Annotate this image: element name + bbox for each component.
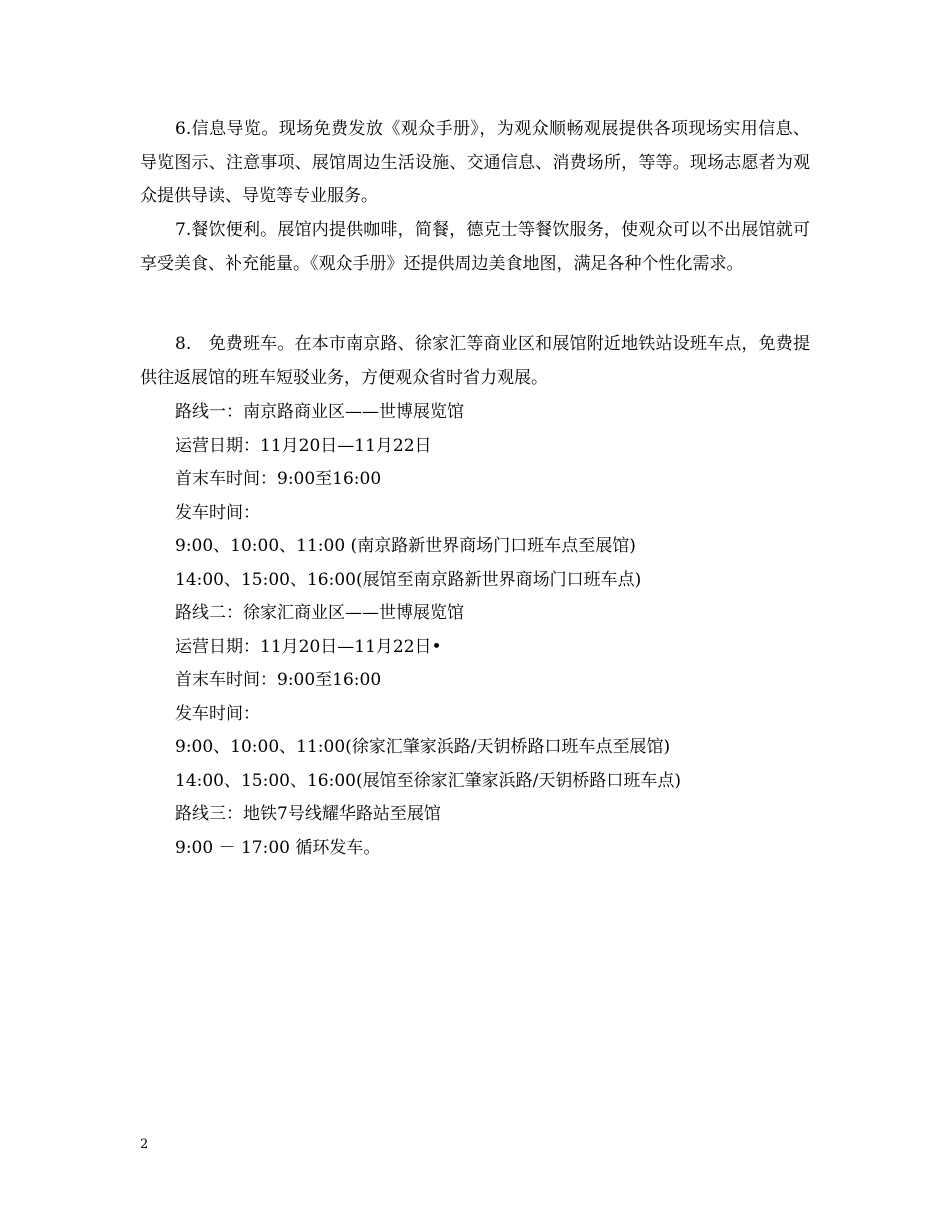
route2-times-a: 9:00、10:00、11:00(徐家汇肇家浜路/天钥桥路口班车点至展馆) [175,737,671,757]
route1-title: 路线一：南京路商业区——世博展览馆 [175,402,464,422]
route2-times-b: 14:00、15:00、16:00(展馆至徐家汇肇家浜路/天钥桥路口班车点) [175,771,681,791]
paragraph-shuttle: 8. 免费班车。在本市南京路、徐家汇等商业区和展馆附近地铁站设班车点，免费提供往返展馆的班车短驳业务，方便观众省时省力观展。 [140,334,810,388]
route1-first-last: 首末车时间：9:00至16:00 [175,469,382,489]
page-number: 2 [140,1137,149,1152]
route2-first-last: 首末车时间：9:00至16:00 [175,670,382,690]
route1-depart-label: 发车时间： [175,503,260,523]
paragraph-dining: 7.餐饮便利。展馆内提供咖啡，简餐，德克士等餐饮服务，使观众可以不出展馆就可享受美食、补充能量。《观众手册》还提供周边美食地图，满足各种个性化需求。 [140,220,810,274]
route1-dates: 运营日期：11月20日—11月22日 [175,436,432,456]
route2-depart-label: 发车时间： [175,704,260,724]
route2-title: 路线二：徐家汇商业区——世博展览馆 [175,603,464,623]
route2-dates: 运营日期：11月20日—11月22日• [175,637,442,657]
paragraph-info-guide: 6.信息导览。现场免费发放《观众手册》，为观众顺畅观展提供各项现场实用信息、导览图示、注意事项、展馆周边生活设施、交通信息、消费场所，等等。现场志愿者为观众提供导读、导览等专业服务。 [140,119,810,206]
route1-times-a: 9:00、10:00、11:00 (南京路新世界商场门口班车点至展馆) [175,536,636,556]
route3-title: 路线三：地铁7号线耀华路站至展馆 [175,804,441,824]
route1-times-b: 14:00、15:00、16:00(展馆至南京路新世界商场门口班车点) [175,570,642,590]
route3-times: 9:00 － 17:00 循环发车。 [175,838,381,858]
